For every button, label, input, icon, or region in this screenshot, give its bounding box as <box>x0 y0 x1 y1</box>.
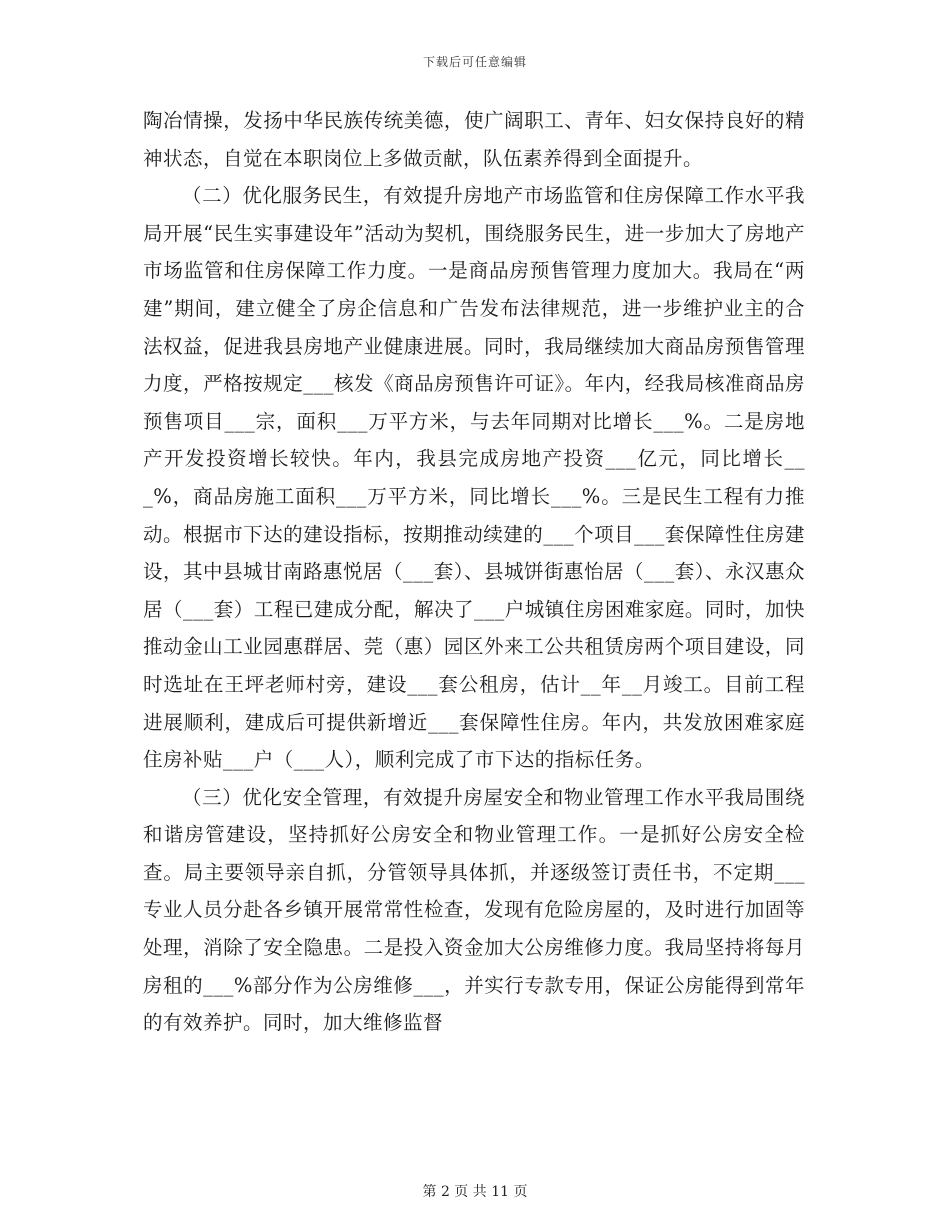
page-header-note: 下载后可任意编辑 <box>422 55 527 69</box>
paragraph-continuation: 陶冶情操，发扬中华民族传统美德，使广阔职工、青年、妇女保持良好的精神状态，自觉在本职岗位上多做贡献，队伍素养得到全面提升。 <box>143 109 805 170</box>
page-number-footer: 第 2 页 共 11 页 <box>422 1184 528 1200</box>
paragraph-section-two: （二）优化服务民生，有效提升房地产市场监管和住房保障工作水平我局开展“民生实事建设年”活动为契机，围绕服务民生，进一步加大了房地产市场监管和住房保障工作力度。一是商品房预售管理力度加大。我局在“两建”期间，建立健全了房企信息和广告发布法律规范，进一步维护业主的合法权益，促进我县房地产业健康进展。同时，我局继续加大商品房预售管理力度，严格按规定___核发《商品房预售许可证》。年内，经我局核准商品房预售项目___宗，面积___万平方米，与去年同期对比增长___%。二是房地产开发投资增长较快。年内，我县完成房地产投资___亿元，同比增长___%，商品房施工面积___万平方米，同比增长___%。三是民生工程有力推动。根据市下达的建设指标，按期推动续建的___个项目___套保障性住房建设，其中县城甘南路惠悦居（___套）、县城饼街惠怡居（___套）、永汉惠众居（___套）工程已建成分配，解决了___户城镇住房困难家庭。同时，加快推动金山工业园惠群居、莞（惠）园区外来工公共租赁房两个项目建设，同时选址在王坪老师村旁，建设___套公租房，估计__年__月竣工。目前工程进展顺利，建成后可提供新增近___套保障性住房。年内，共发放困难家庭住房补贴___户（___人），顺利完成了市下达的指标任务。 <box>143 184 806 772</box>
document-body <box>143 102 805 1042</box>
paragraph-section-three: （三）优化安全管理，有效提升房屋安全和物业管理工作水平我局围绕和谐房管建设，坚持抓好公房安全和物业管理工作。一是抓好公房安全检查。局主要领导亲自抓，分管领导具体抓，并逐级签订责任书，不定期___专业人员分赴各乡镇开展常常性检查，发现有危险房屋的，及时进行加固等处理，消除了安全隐患。二是投入资金加大公房维修力度。我局坚持将每月房租的___%部分作为公房维修___，并实行专款专用，保证公房能得到常年的有效养护。同时，加大维修监督 <box>143 785 805 1035</box>
